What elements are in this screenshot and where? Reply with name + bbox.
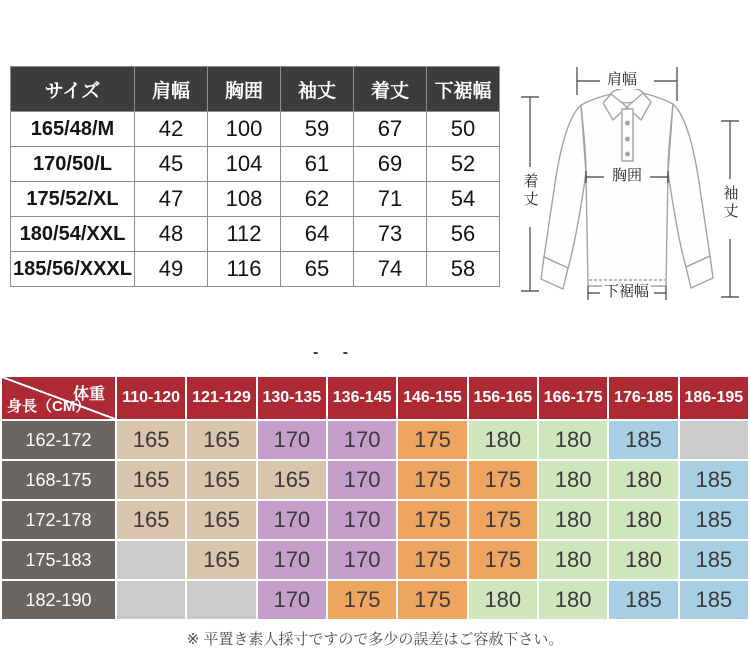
weight-range-header: 186-195 bbox=[680, 377, 748, 419]
value-cell: 58 bbox=[427, 252, 500, 287]
header-chest: 胸囲 bbox=[208, 67, 281, 112]
table-row bbox=[11, 147, 500, 182]
fit-size-cell: 165 bbox=[117, 421, 185, 459]
body-length-label: 着丈 bbox=[521, 173, 539, 209]
weight-axis-label: 体重 bbox=[72, 386, 105, 403]
weight-range-header: 146-155 bbox=[398, 377, 466, 419]
fit-size-cell: 180 bbox=[539, 461, 607, 499]
fit-size-cell: 165 bbox=[117, 501, 185, 539]
value-cell: 64 bbox=[281, 217, 354, 252]
measurement-disclaimer: ※ 平置き素人採寸ですので多少の誤差はご容赦下さい。 bbox=[186, 631, 564, 648]
shoulder-width-label: 肩幅 bbox=[607, 71, 638, 88]
table-row bbox=[11, 182, 500, 217]
value-cell: 71 bbox=[354, 182, 427, 217]
fit-size-cell: 175 bbox=[469, 501, 537, 539]
size-table-header-row bbox=[11, 67, 500, 112]
size-cell: 170/50/L bbox=[11, 147, 135, 182]
table-row bbox=[11, 217, 500, 252]
fit-size-cell: 180 bbox=[609, 461, 677, 499]
header-length: 着丈 bbox=[354, 67, 427, 112]
sleeve-length-label: 袖丈 bbox=[721, 185, 739, 221]
fit-size-cell: 165 bbox=[187, 541, 255, 579]
fit-size-cell: 165 bbox=[258, 461, 326, 499]
corner-header-cell bbox=[2, 377, 115, 419]
value-cell: 48 bbox=[135, 217, 208, 252]
fit-size-cell: 175 bbox=[398, 541, 466, 579]
fit-row bbox=[2, 541, 748, 579]
height-axis-label: 身長（CM） bbox=[7, 398, 91, 415]
fit-size-cell bbox=[680, 421, 748, 459]
fit-row bbox=[2, 461, 748, 499]
value-cell: 59 bbox=[281, 112, 354, 147]
fit-size-cell: 180 bbox=[609, 501, 677, 539]
fit-size-cell: 170 bbox=[258, 421, 326, 459]
height-range-cell: 175-183 bbox=[2, 541, 115, 579]
fit-size-cell: 165 bbox=[117, 461, 185, 499]
header-sleeve: 袖丈 bbox=[281, 67, 354, 112]
size-cell: 185/56/XXXL bbox=[11, 252, 135, 287]
fit-size-cell: 175 bbox=[398, 461, 466, 499]
hem-width-label: 下裾幅 bbox=[604, 283, 650, 300]
fit-table-header-row bbox=[2, 377, 748, 419]
fit-row bbox=[2, 421, 748, 459]
fit-size-cell bbox=[187, 581, 255, 619]
value-cell: 108 bbox=[208, 182, 281, 217]
fit-size-cell: 185 bbox=[680, 541, 748, 579]
size-cell: 180/54/XXL bbox=[11, 217, 135, 252]
fit-size-cell: 165 bbox=[187, 501, 255, 539]
height-range-cell: 172-178 bbox=[2, 501, 115, 539]
fit-size-cell: 185 bbox=[680, 581, 748, 619]
value-cell: 61 bbox=[281, 147, 354, 182]
fit-size-cell: 180 bbox=[539, 501, 607, 539]
fit-size-cell: 175 bbox=[398, 581, 466, 619]
fit-size-cell: 165 bbox=[187, 421, 255, 459]
fit-size-cell: 180 bbox=[539, 581, 607, 619]
size-cell: 165/48/M bbox=[11, 112, 135, 147]
fit-size-cell: 180 bbox=[469, 421, 537, 459]
value-cell: 67 bbox=[354, 112, 427, 147]
fit-size-cell: 180 bbox=[609, 541, 677, 579]
fit-size-cell: 185 bbox=[680, 501, 748, 539]
table-row bbox=[11, 112, 500, 147]
value-cell: 112 bbox=[208, 217, 281, 252]
chest-width-label: 胸囲 bbox=[612, 167, 643, 184]
fit-size-cell: 175 bbox=[398, 421, 466, 459]
size-cell: 175/52/XL bbox=[11, 182, 135, 217]
value-cell: 73 bbox=[354, 217, 427, 252]
fit-row bbox=[2, 501, 748, 539]
fit-size-cell: 170 bbox=[328, 461, 396, 499]
table-row bbox=[11, 252, 500, 287]
fit-size-cell: 180 bbox=[539, 421, 607, 459]
fit-size-cell: 185 bbox=[680, 461, 748, 499]
size-spec-table bbox=[10, 66, 500, 287]
value-cell: 69 bbox=[354, 147, 427, 182]
fit-size-cell: 175 bbox=[398, 501, 466, 539]
fit-size-cell: 170 bbox=[328, 541, 396, 579]
weight-range-header: 136-145 bbox=[328, 377, 396, 419]
header-size: サイズ bbox=[11, 67, 135, 112]
fit-size-cell: 165 bbox=[187, 461, 255, 499]
weight-range-header: 156-165 bbox=[469, 377, 537, 419]
fit-size-cell: 180 bbox=[539, 541, 607, 579]
value-cell: 42 bbox=[135, 112, 208, 147]
fit-size-cell: 175 bbox=[328, 581, 396, 619]
value-cell: 74 bbox=[354, 252, 427, 287]
fit-size-cell: 185 bbox=[609, 581, 677, 619]
fit-size-cell: 180 bbox=[469, 581, 537, 619]
value-cell: 62 bbox=[281, 182, 354, 217]
value-cell: 100 bbox=[208, 112, 281, 147]
height-range-cell: 182-190 bbox=[2, 581, 115, 619]
value-cell: 54 bbox=[427, 182, 500, 217]
value-cell: 104 bbox=[208, 147, 281, 182]
fit-size-cell: 175 bbox=[469, 541, 537, 579]
fit-size-cell bbox=[117, 541, 185, 579]
shirt-measurement-diagram bbox=[502, 55, 750, 313]
fit-size-cell: 170 bbox=[328, 501, 396, 539]
weight-range-header: 130-135 bbox=[258, 377, 326, 419]
value-cell: 116 bbox=[208, 252, 281, 287]
height-range-cell: 162-172 bbox=[2, 421, 115, 459]
divider-mark: - - bbox=[313, 344, 359, 361]
fit-row bbox=[2, 581, 748, 619]
fit-size-cell: 170 bbox=[328, 421, 396, 459]
value-cell: 56 bbox=[427, 217, 500, 252]
value-cell: 65 bbox=[281, 252, 354, 287]
header-shoulder: 肩幅 bbox=[135, 67, 208, 112]
height-weight-fit-table bbox=[0, 375, 750, 621]
weight-range-header: 176-185 bbox=[609, 377, 677, 419]
weight-range-header: 166-175 bbox=[539, 377, 607, 419]
value-cell: 52 bbox=[427, 147, 500, 182]
fit-size-cell: 170 bbox=[258, 501, 326, 539]
value-cell: 50 bbox=[427, 112, 500, 147]
fit-size-cell: 170 bbox=[258, 541, 326, 579]
fit-size-cell bbox=[117, 581, 185, 619]
weight-range-header: 121-129 bbox=[187, 377, 255, 419]
fit-size-cell: 175 bbox=[469, 461, 537, 499]
weight-range-header: 110-120 bbox=[117, 377, 185, 419]
height-range-cell: 168-175 bbox=[2, 461, 115, 499]
fit-size-cell: 185 bbox=[609, 421, 677, 459]
value-cell: 49 bbox=[135, 252, 208, 287]
header-hem: 下裾幅 bbox=[427, 67, 500, 112]
fit-size-cell: 170 bbox=[258, 581, 326, 619]
value-cell: 45 bbox=[135, 147, 208, 182]
value-cell: 47 bbox=[135, 182, 208, 217]
